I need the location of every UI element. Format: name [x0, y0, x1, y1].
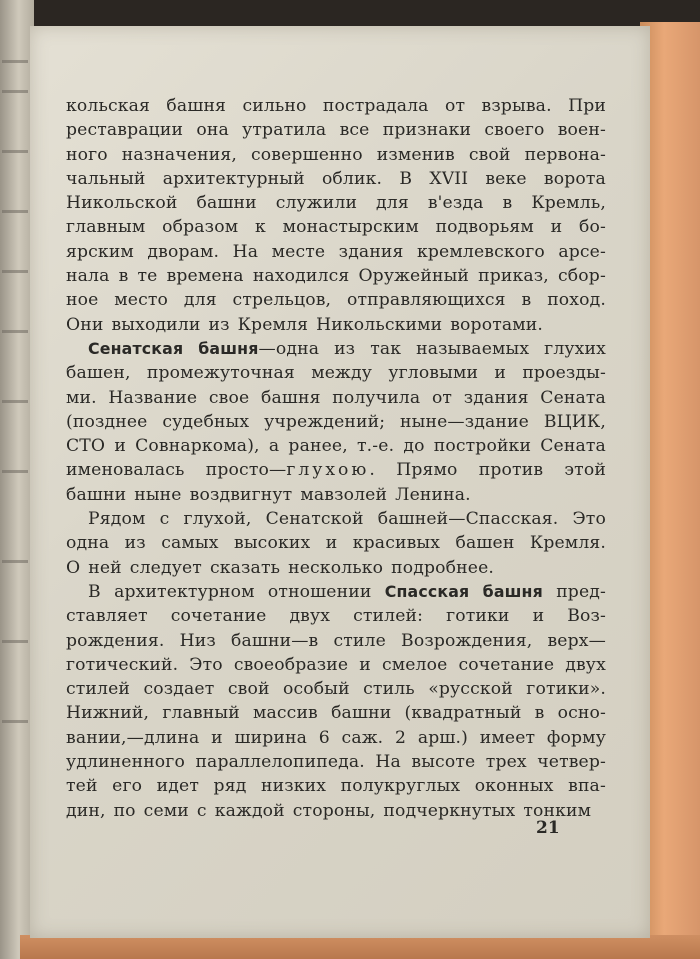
text-line [66, 288, 606, 312]
word: сильно [242, 96, 307, 116]
word: О [66, 557, 81, 578]
word: башни—в [230, 630, 319, 651]
word: бо- [579, 217, 606, 238]
word: в [534, 703, 545, 724]
word: XVII [429, 168, 469, 189]
word: нала [66, 266, 110, 287]
text-line [66, 629, 606, 653]
word: Воз- [567, 606, 606, 627]
word: чальный [66, 168, 146, 189]
text-line [66, 580, 606, 604]
word: признаки [382, 120, 472, 141]
word: просто—глухою. [205, 460, 375, 481]
word: форму [546, 727, 606, 748]
word: и [359, 654, 371, 675]
word: впа- [568, 776, 606, 797]
word: мавзолей [300, 484, 388, 505]
word: Совнаркома), [135, 436, 260, 457]
word: главным [66, 217, 146, 238]
word: свой [468, 144, 511, 165]
word: (квадратный [404, 703, 522, 724]
text-line [66, 677, 606, 701]
word: башня—одна [198, 338, 320, 359]
word: ныне [134, 484, 182, 505]
word: низких [260, 776, 327, 797]
word: арсе- [558, 241, 606, 262]
word: (позднее [66, 411, 148, 432]
book-cover-bottom-edge [20, 935, 700, 959]
word: свое [208, 387, 250, 408]
word: Сенатской [265, 509, 364, 530]
word: Нижний, [66, 703, 150, 724]
word: верх— [547, 630, 606, 651]
word: называемых [416, 338, 530, 359]
word: самых [161, 533, 219, 554]
word: от [431, 387, 453, 408]
word: именовалась [66, 460, 185, 481]
word: месте [271, 241, 326, 262]
word: каждой [214, 800, 285, 821]
word: башен, [66, 363, 131, 384]
word: подворьям [435, 217, 534, 238]
word: саж. [341, 727, 384, 748]
word: ранее, [288, 436, 348, 457]
word: место [114, 290, 169, 311]
word: и [211, 727, 223, 748]
text-line [66, 143, 606, 167]
word: полукруглых [340, 776, 461, 797]
text-line [66, 483, 606, 507]
word: готический. [66, 654, 179, 675]
word: Сената [540, 436, 606, 457]
word: в [118, 266, 129, 287]
word: для [183, 290, 217, 311]
word: красивых [352, 533, 441, 554]
text-line [66, 604, 606, 628]
word: башня [260, 387, 321, 408]
word: СТО [66, 436, 106, 457]
word: создает [143, 679, 215, 700]
word: в [521, 290, 532, 311]
word: «русской [428, 679, 513, 700]
word: Название [108, 387, 198, 408]
word: Они [66, 314, 104, 335]
word: рождения. [66, 630, 165, 651]
word: башен [455, 533, 515, 554]
word: Кремля [237, 314, 309, 335]
word: ми. [66, 387, 97, 408]
word: В [88, 581, 101, 602]
word: совершенно [251, 144, 363, 165]
word: первона- [524, 144, 606, 165]
word: своеобразие [233, 654, 349, 675]
word: Кремль, [531, 193, 606, 214]
book-page [30, 26, 650, 938]
word: от [444, 96, 466, 116]
text-line [66, 774, 606, 798]
word: Никольскими [316, 314, 443, 335]
word: Низ [179, 630, 216, 651]
word: одна [66, 533, 110, 554]
word: ряд [213, 776, 247, 797]
word: двух [289, 606, 331, 627]
word: из [124, 533, 146, 554]
word: против [478, 460, 544, 481]
word: здания [338, 241, 404, 262]
adjacent-page-edge [0, 0, 34, 959]
word: Сената [540, 387, 606, 408]
word: смелое [381, 654, 448, 675]
word: На [232, 241, 259, 262]
word: ней [88, 557, 122, 578]
word: дворам. [147, 241, 220, 262]
text-line [66, 215, 606, 239]
word: проезды- [522, 363, 606, 384]
word: и [532, 606, 545, 627]
word: служили [275, 193, 358, 214]
word: учреждений; [264, 411, 386, 432]
word: все [339, 120, 370, 141]
word: Оружейный [358, 266, 470, 287]
word: Ленина. [395, 484, 471, 505]
text-line [66, 434, 606, 458]
text-line [66, 191, 606, 215]
word: стилей [66, 679, 131, 700]
word: т.-е. [357, 436, 395, 457]
word: параллелопипеда. [195, 752, 365, 773]
word: воен- [557, 120, 606, 141]
word: башни [196, 193, 257, 214]
word: Никольской [66, 193, 178, 214]
word: времена [166, 266, 244, 287]
word: Это [572, 509, 606, 530]
word: по [113, 800, 136, 821]
text-line [66, 167, 606, 191]
word: монастырским [282, 217, 419, 238]
word: воздвигнут [189, 484, 293, 505]
word: пред- [556, 581, 606, 602]
word: а [268, 436, 280, 457]
text-line [66, 799, 606, 823]
word: башни [331, 703, 392, 724]
word: башни [66, 484, 127, 505]
word: отправляющихся [347, 290, 506, 311]
word: массив [252, 703, 318, 724]
page-number: 21 [536, 818, 560, 838]
word: сочетание [170, 606, 267, 627]
word: взрыва. [481, 96, 552, 116]
word: изменив [376, 144, 455, 165]
page-text [66, 94, 606, 823]
word: дин, [66, 800, 106, 821]
word: Спасская [384, 581, 470, 601]
word: так [370, 338, 402, 359]
word: сказать [209, 557, 281, 578]
word: готики». [526, 679, 606, 700]
word: глухих [544, 338, 606, 359]
text-line [66, 701, 606, 725]
word: подробнее. [391, 557, 495, 578]
text-line [66, 507, 606, 531]
word: сбор- [558, 266, 606, 287]
word: с [159, 509, 170, 530]
text-line [66, 118, 606, 142]
text-line [66, 653, 606, 677]
word: ворота [543, 168, 606, 189]
word: удлиненного [66, 752, 185, 773]
word: судебных [162, 411, 250, 432]
word: и [550, 217, 563, 238]
text-line [66, 410, 606, 434]
text-line [66, 361, 606, 385]
word: архитектурный [162, 168, 305, 189]
word: пострадала [322, 96, 429, 116]
word: ширина [234, 727, 307, 748]
word: высоких [234, 533, 311, 554]
word: особый [283, 679, 350, 700]
word: В [399, 168, 413, 189]
word: семи [143, 800, 189, 821]
word: между [311, 363, 373, 384]
word: башня [482, 581, 543, 601]
word: утратила [242, 120, 327, 141]
word: имеет [479, 727, 536, 748]
word: из [334, 338, 356, 359]
word: в [502, 193, 513, 214]
word: ныне—здание [400, 411, 529, 432]
word: с [196, 800, 207, 821]
word: арш.) [417, 727, 469, 748]
word: она [196, 120, 229, 141]
word: трех [485, 752, 527, 773]
word: вании,—длина [66, 727, 200, 748]
word: промежуточная [146, 363, 295, 384]
word: ярским [66, 241, 134, 262]
word: и [494, 363, 507, 384]
text-line [66, 750, 606, 774]
word: архитектурном [114, 581, 255, 602]
word: назначения, [121, 144, 237, 165]
word: 6 [318, 727, 330, 748]
word: и [325, 533, 338, 554]
word: в'езда [427, 193, 484, 214]
text-line [66, 337, 606, 361]
word: его [112, 776, 143, 797]
text-line [66, 94, 606, 118]
word: и [114, 436, 126, 457]
word: реставрации [66, 120, 184, 141]
word: Это [189, 654, 223, 675]
word: оконных [474, 776, 554, 797]
word: стиль [363, 679, 415, 700]
word: постройки [433, 436, 532, 457]
word: При [568, 96, 606, 116]
word: Сенатская [88, 338, 184, 358]
word: кольская [66, 96, 151, 116]
word: приказ, [478, 266, 549, 287]
word: несколько [288, 557, 384, 578]
word: следует [129, 557, 202, 578]
word: идет [156, 776, 199, 797]
word: Рядом [88, 509, 146, 530]
text-line [66, 264, 606, 288]
word: Кремля. [529, 533, 606, 554]
word: башней—Спасская. [377, 509, 559, 530]
word: своего [484, 120, 545, 141]
word: стороны, [292, 800, 376, 821]
word: ное [66, 290, 99, 311]
word: угловыми [388, 363, 479, 384]
word: стиле [333, 630, 386, 651]
word: глухой, [183, 509, 252, 530]
word: образом [162, 217, 239, 238]
word: выходили [111, 314, 201, 335]
text-line [66, 531, 606, 555]
word: стрельцов, [232, 290, 332, 311]
word: ВЦИК, [543, 411, 606, 432]
word: для [376, 193, 409, 214]
word: Прямо [396, 460, 458, 481]
text-line [66, 313, 606, 337]
text-line [66, 386, 606, 410]
word: облик. [321, 168, 383, 189]
word: этой [564, 460, 606, 481]
word: из [208, 314, 230, 335]
text-line [66, 556, 606, 580]
word: поход. [547, 290, 606, 311]
word: находился [252, 266, 350, 287]
word: Возрождения, [401, 630, 533, 651]
word: ного [66, 144, 108, 165]
word: получила [332, 387, 421, 408]
word: 2 [395, 727, 407, 748]
word: осно- [557, 703, 606, 724]
word: На [375, 752, 401, 773]
word: готики [446, 606, 510, 627]
word: воротами. [450, 314, 544, 335]
text-line [66, 726, 606, 750]
word: сочетание [458, 654, 555, 675]
word: стилей: [353, 606, 424, 627]
word: подчеркнутых [383, 800, 516, 821]
text-line [66, 458, 606, 482]
word: здания [463, 387, 529, 408]
word: до [403, 436, 425, 457]
word: кремлевского [416, 241, 545, 262]
word: к [254, 217, 266, 238]
text-line [66, 240, 606, 264]
word: тонким [523, 800, 592, 821]
word: те [137, 266, 158, 287]
word: ставляет [66, 606, 148, 627]
word: отношении [267, 581, 372, 602]
word: веке [485, 168, 527, 189]
word: тей [66, 776, 98, 797]
word: главный [162, 703, 240, 724]
word: двух [565, 654, 606, 675]
word: свой [227, 679, 270, 700]
word: башня [166, 96, 227, 116]
word: высоте [411, 752, 476, 773]
word: четвер- [537, 752, 606, 773]
